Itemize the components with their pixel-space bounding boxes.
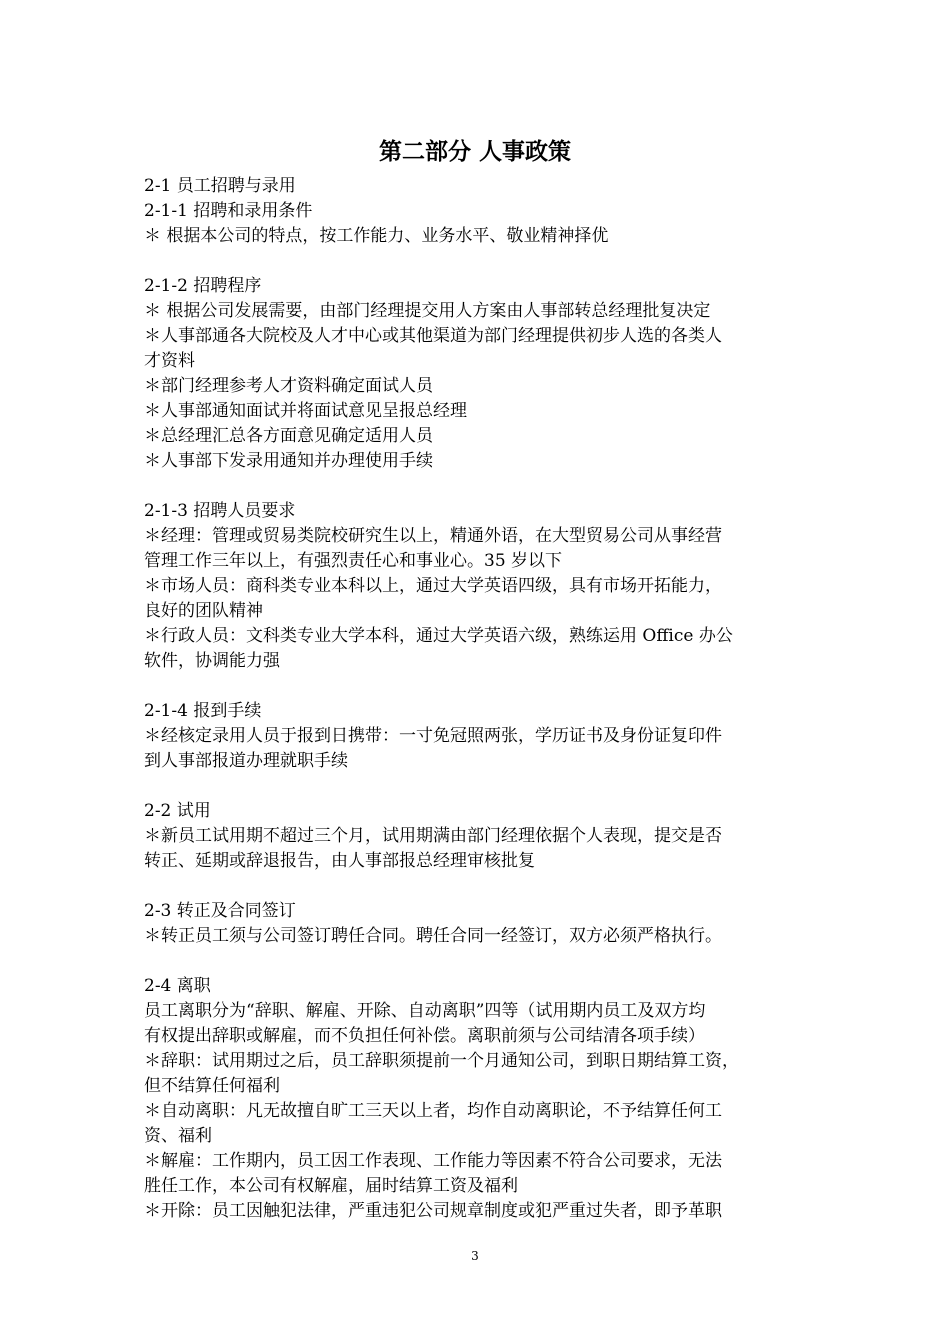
text-line: 员工离职分为“辞职、解雇、开除、自动离职”四等（试用期内员工及双方均 bbox=[144, 1001, 706, 1021]
blank-line bbox=[144, 674, 814, 699]
text-line: ＊ 根据本公司的特点，按工作能力、业务水平、敬业精神择优 bbox=[144, 226, 609, 246]
text-line: 良好的团队精神 bbox=[144, 601, 263, 621]
text-line: 管理工作三年以上，有强烈责任心和事业心。35 岁以下 bbox=[144, 551, 563, 571]
page-title: 第二部分 人事政策 bbox=[378, 138, 571, 165]
text-line: 2-1-3 招聘人员要求 bbox=[144, 501, 296, 521]
text-line: ＊解雇：工作期内，员工因工作表现、工作能力等因素不符合公司要求，无法 bbox=[144, 1151, 722, 1171]
text-line: ＊人事部下发录用通知并办理使用手续 bbox=[144, 451, 433, 471]
text-line: ＊人事部通各大院校及人才中心或其他渠道为部门经理提供初步人选的各类人 bbox=[144, 326, 722, 346]
text-line: 2-3 转正及合同签订 bbox=[144, 901, 296, 921]
blank-line bbox=[144, 874, 814, 899]
page-number: 3 bbox=[471, 1249, 479, 1263]
blank-line bbox=[144, 474, 814, 499]
text-line: ＊市场人员：商科类专业本科以上，通过大学英语四级，具有市场开拓能力， bbox=[144, 576, 722, 596]
text-line: ＊人事部通知面试并将面试意见呈报总经理 bbox=[144, 401, 467, 421]
text-line: ＊开除：员工因触犯法律，严重违犯公司规章制度或犯严重过失者，即予革职 bbox=[144, 1201, 722, 1221]
text-line: 2-1-4 报到手续 bbox=[144, 701, 262, 721]
text-line: 2-1-1 招聘和录用条件 bbox=[144, 201, 313, 221]
text-line: 到人事部报道办理就职手续 bbox=[144, 751, 348, 771]
document-body bbox=[144, 174, 814, 1224]
text-line: 胜任工作，本公司有权解雇，届时结算工资及福利 bbox=[144, 1176, 518, 1196]
text-line: ＊转正员工须与公司签订聘任合同。聘任合同一经签订，双方必须严格执行。 bbox=[144, 926, 722, 946]
text-line: 2-1-2 招聘程序 bbox=[144, 276, 262, 296]
text-line: ＊自动离职：凡无故擅自旷工三天以上者，均作自动离职论，不予结算任何工 bbox=[144, 1101, 722, 1121]
text-line: 但不结算任何福利 bbox=[144, 1076, 280, 1096]
text-line: 有权提出辞职或解雇，而不负担任何补偿。离职前须与公司结清各项手续） bbox=[144, 1026, 705, 1046]
text-line: 2-1 员工招聘与录用 bbox=[144, 176, 296, 196]
text-line: ＊总经理汇总各方面意见确定适用人员 bbox=[144, 426, 433, 446]
text-line: ＊经核定录用人员于报到日携带：一寸免冠照两张，学历证书及身份证复印件 bbox=[144, 726, 722, 746]
text-line: ＊部门经理参考人才资料确定面试人员 bbox=[144, 376, 433, 396]
text-line: ＊行政人员：文科类专业大学本科，通过大学英语六级，熟练运用 Office 办公 bbox=[144, 626, 733, 646]
text-line: 软件，协调能力强 bbox=[144, 651, 280, 671]
text-line: ＊新员工试用期不超过三个月，试用期满由部门经理依据个人表现，提交是否 bbox=[144, 826, 722, 846]
blank-line bbox=[144, 774, 814, 799]
text-line: ＊ 根据公司发展需要，由部门经理提交用人方案由人事部转总经理批复决定 bbox=[144, 301, 711, 321]
text-line: 2-4 离职 bbox=[144, 976, 211, 996]
text-line: 2-2 试用 bbox=[144, 801, 211, 821]
text-line: ＊经理：管理或贸易类院校研究生以上，精通外语，在大型贸易公司从事经营 bbox=[144, 526, 722, 546]
text-line: 才资料 bbox=[144, 351, 195, 371]
blank-line bbox=[144, 949, 814, 974]
blank-line bbox=[144, 249, 814, 274]
text-line: 转正、延期或辞退报告，由人事部报总经理审核批复 bbox=[144, 851, 535, 871]
text-line: 资、福利 bbox=[144, 1126, 212, 1146]
text-line: ＊辞职：试用期过之后，员工辞职须提前一个月通知公司，到职日期结算工资， bbox=[144, 1051, 739, 1071]
